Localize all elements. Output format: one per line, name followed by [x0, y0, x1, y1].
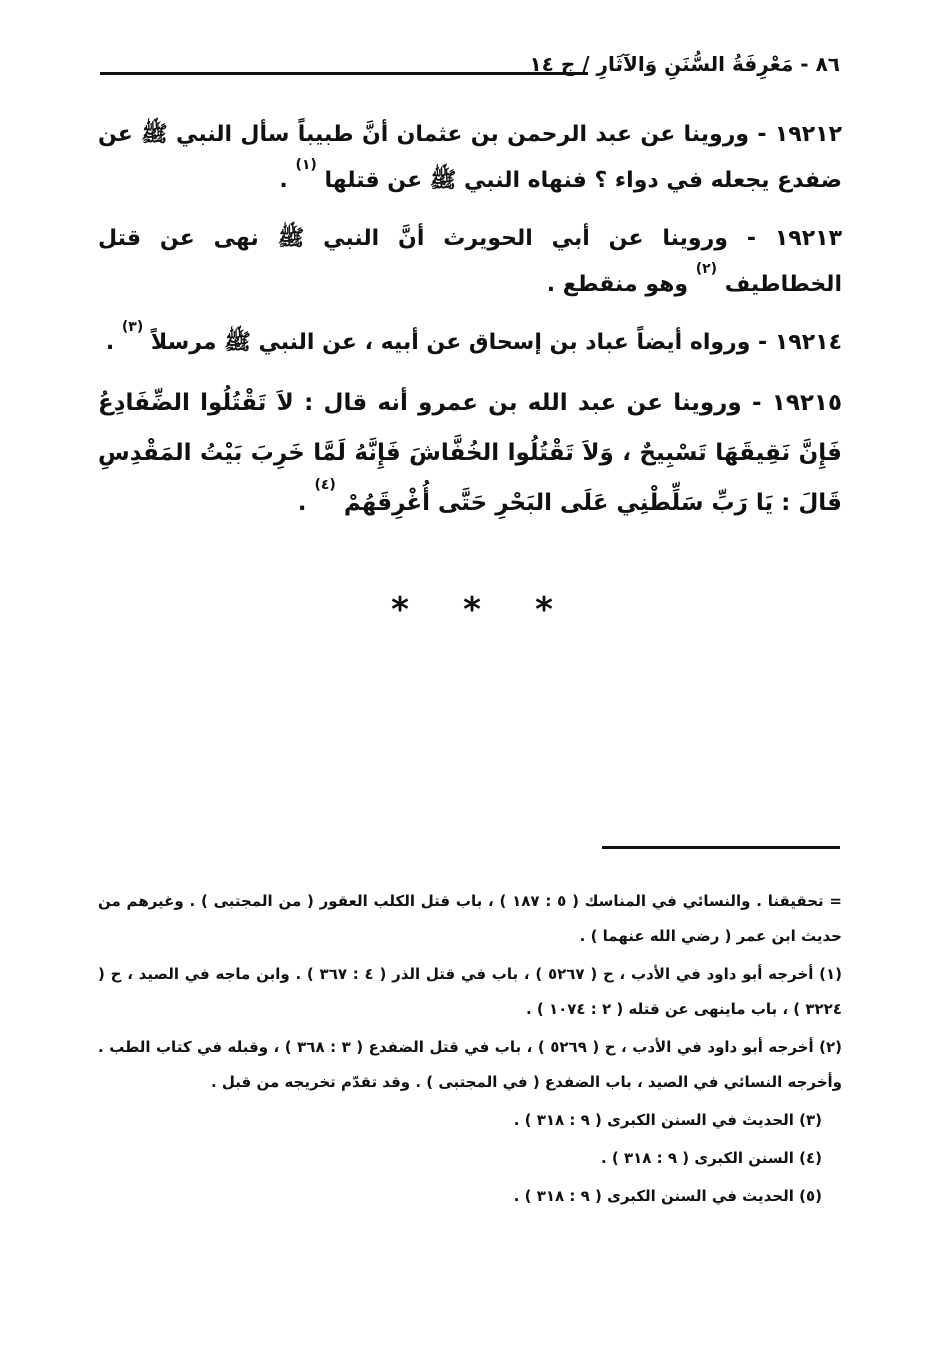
- hadith-text: ١٩٢١٤ - ورواه أيضاً عباد بن إسحاق عن أبيه ، عن النبي ﷺ مرسلاً: [150, 330, 842, 355]
- footnote-4: (٤) السنن الكبرى ( ٩ : ٣١٨ ) .: [600, 1149, 822, 1167]
- footnote-marker: (٤): [314, 477, 336, 493]
- footnote-marker: (٢): [695, 261, 718, 277]
- footnote-3: (٣) الحديث في السنن الكبرى ( ٩ : ٣١٨ ) .: [513, 1111, 822, 1129]
- hadith-paragraph: [98, 216, 842, 308]
- footnote-1: (١) أخرجه أبو داود في الأدب ، ح ( ٥٢٦٧ ) ، باب في قتل الذر ( ٤ : ٣٦٧ ) . وابن ماجه في الصيد ، ح ( ٣٢٢٤ ) ، باب ماينهى عن قتله ( ٢ : ١٠٧٤ ) .: [98, 965, 842, 1018]
- footnote-2: (٢) أخرجه أبو داود في الأدب ، ح ( ٥٢٦٩ ) ، باب في قتل الضفدع ( ٣ : ٣٦٨ ) ، وقبله في كتاب الطب . وأخرجه النسائي في الصيد ، باب الضفدع ( في المجتبى ) . وقد تقدّم تخريجه من قبل .: [98, 1038, 843, 1091]
- hadith-ending: وهو منقطع .: [546, 272, 696, 297]
- hadith-text: ١٩٢١٣ - وروينا عن أبي الحويرث أنَّ النبي ﷺ نهى عن قتل الخطاطيف: [98, 226, 842, 297]
- divider-star: *: [535, 590, 553, 630]
- footnote-marker: (١): [295, 157, 317, 173]
- section-divider: [0, 590, 944, 630]
- hadith-ending: .: [105, 330, 122, 355]
- hadith-paragraph: [98, 320, 842, 366]
- divider-star: *: [391, 590, 409, 630]
- hadith-ending: .: [297, 490, 315, 516]
- footnote-rule: [602, 846, 840, 849]
- footnote-continuation: = تحقيقنا . والنسائي في المناسك ( ٥ : ١٨٧ ) ، باب قتل الكلب العقور ( من المجتبى ) . وغيرهم من حديث ابن عمر ( رضي الله عنهما ) .: [98, 892, 843, 945]
- header-rule: [100, 72, 588, 75]
- running-header: ٨٦ - مَعْرِفَةُ السُّنَنِ وَالآثَارِ / ج ١٤: [529, 52, 840, 76]
- hadith-text: ١٩٢١٥ - وروينا عن عبد الله بن عمرو أنه قال : لاَ تَقْتُلُوا الضِّفَادِعُ فَإِنَّ نَقِيقَهَا تَسْبِيحٌ ، وَلاَ تَقْتُلُوا الخُفَّاشَ فَإِنَّهُ لَمَّا خَرِبَ بَيْتُ المَقْدِسِ قَالَ : يَا رَبِّ سَلِّطْنِي عَلَى البَحْرِ حَتَّى أُغْرِقَهُمْ: [98, 390, 842, 516]
- hadith-ending: .: [279, 168, 296, 193]
- footnotes: [98, 884, 842, 1217]
- hadith-text: ١٩٢١٢ - وروينا عن عبد الرحمن بن عثمان أنَّ طبيباً سأل النبي ﷺ عن ضفدع يجعله في دواء ؟ فنهاه النبي ﷺ عن قتلها: [98, 122, 842, 193]
- divider-star: *: [463, 590, 481, 630]
- footnote-marker: (٣): [121, 319, 144, 335]
- footnote-5: (٥) الحديث في السنن الكبرى ( ٩ : ٣١٨ ) .: [513, 1187, 822, 1205]
- hadith-paragraph: [98, 112, 842, 204]
- hadith-paragraph: [98, 378, 842, 528]
- main-text: [98, 112, 842, 540]
